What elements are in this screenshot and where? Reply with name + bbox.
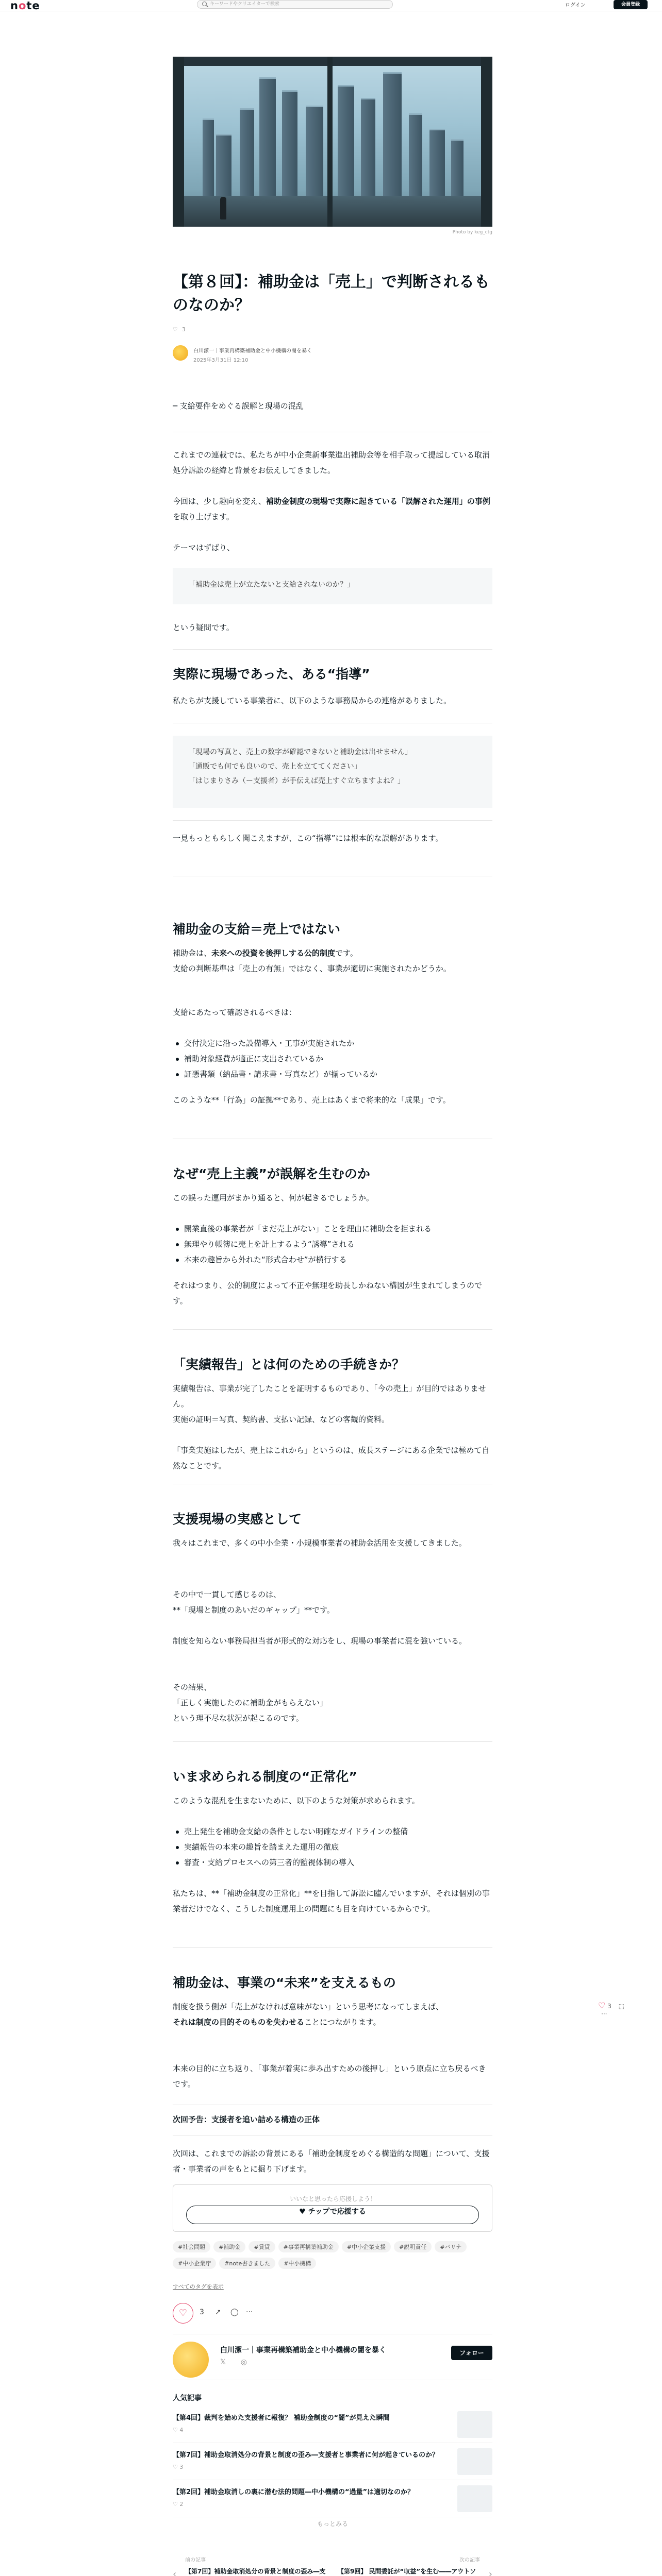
- top-header: [0, 0, 662, 11]
- register-button[interactable]: 会員登録: [614, 0, 648, 9]
- support-box: [173, 2184, 492, 2232]
- list-item: 補助対象経費が適正に支出されているか: [173, 1051, 492, 1066]
- share-icon[interactable]: ↗: [215, 2308, 221, 2316]
- paragraph: 実績報告は、事業が完了したことを証明するものであり、「今の売上」が目的ではありません。 実施の証明＝写真、契約書、支払い記録、などの客観的資料。: [173, 1384, 486, 1424]
- article-title: 【第８回】：補助金は「売上」で判断されるものなのか？: [173, 273, 490, 314]
- all-tags-link[interactable]: すべてのタグを表示: [173, 2283, 224, 2290]
- person-silhouette: [220, 197, 226, 219]
- paragraph: 私たちは、**「補助金制度の正常化」**を目指して訴訟に臨んでいますが、それは個別の事業者だけでなく、こうした制度運用上の問題にも目を向けているからです。: [173, 1889, 490, 1913]
- paragraph: 我々はこれまで、多くの中小企業・小規模事業者の補助金活用を支援してきました。: [173, 1538, 467, 1548]
- paragraph: という疑問です。: [173, 623, 234, 632]
- paragraph: 一見もっともらしく聞こえますが、この“指導”には根本的な誤解があります。: [173, 834, 443, 843]
- search-icon: [202, 2, 207, 6]
- paragraph: 今回は、少し趣向を変え、補助金制度の現場で実際に起きている「誤解された運用」の事例を取り上げます。: [173, 497, 490, 521]
- paragraph: 支給にあたって確認されるべきは：: [173, 1008, 297, 1017]
- tag[interactable]: #賃貸: [249, 2241, 275, 2252]
- bullet-list: [173, 1824, 492, 1870]
- paragraph: その結果、 「正しく実施したのに補助金がもらえない」 という理不尽な状況が起こるのです。: [173, 1683, 328, 1723]
- chevron-left-icon: ‹: [173, 2569, 177, 2576]
- follow-button[interactable]: フォロー: [451, 2346, 492, 2360]
- note-logo[interactable]: note: [10, 0, 40, 12]
- login-link[interactable]: ログイン: [565, 3, 586, 8]
- list-item: 開業直後の事業者が「まだ売上がない」ことを理由に補助金を拒まれる: [173, 1221, 492, 1236]
- author-avatar[interactable]: [173, 345, 188, 361]
- heart-icon[interactable]: ♡: [598, 2001, 606, 2010]
- author-name[interactable]: 白川潔一｜事業再構築補助金と中小機構の闇を暴く: [193, 348, 312, 354]
- tag[interactable]: #バリナ: [435, 2241, 467, 2252]
- more-icon[interactable]: ···: [246, 2308, 253, 2316]
- thumbnail: [457, 2448, 492, 2475]
- popular-heading: 人気記事: [173, 2394, 202, 2402]
- popular-articles: [173, 2391, 492, 2517]
- paragraph: このような混乱を生まないために、以下のような対策が求められます。: [173, 1796, 420, 1805]
- section-heading: 補助金は、事業の“未来”を支えるもの: [173, 1975, 396, 1990]
- list-item: 本来の趣旨から外れた“形式合わせ”が横行する: [173, 1252, 492, 1267]
- next-article[interactable]: › 次の記事 【第9回】 民間委託が“収益”を生む――アウトソ: [338, 2555, 492, 2576]
- list-item: 売上発生を補助金支給の条件としない明確なガイドラインの整備: [173, 1824, 492, 1839]
- more-icon[interactable]: ···: [601, 2010, 607, 2018]
- tag[interactable]: #社会問題: [173, 2241, 210, 2252]
- tag[interactable]: #中小機構: [278, 2258, 316, 2269]
- search-input[interactable]: キーワードやクリエイターで検索: [197, 0, 393, 9]
- list-item[interactable]: 【第7回】補助金取消処分の背景と制度の歪み―支援者と事業者に何が起きているのか？ ♡ 3: [173, 2443, 492, 2480]
- section-heading: 実際に現場であった、ある“指導”: [173, 667, 370, 682]
- publish-date: 2025年3月31日 12:10: [193, 358, 249, 363]
- list-item[interactable]: 【第2回】補助金取消しの裏に潜む法的問題―中小機構の“過量”は適切なのか？ ♡ 2: [173, 2480, 492, 2517]
- paragraph: 私たちが支援している事業者に、以下のような事務局からの連絡がありました。: [173, 696, 452, 705]
- like-button[interactable]: ♡: [173, 2303, 193, 2324]
- paragraph: 制度を扱う側が「売上がなければ意味がない」という思考になってしまえば、 それは制度の目的そのものを失わせることにつながります。: [173, 2002, 444, 2027]
- chevron-right-icon: ›: [488, 2569, 492, 2576]
- list-item: 無理やり帳簿に売上を計上するよう“誘導”される: [173, 1236, 492, 1252]
- tag[interactable]: #説明責任: [394, 2241, 432, 2252]
- article-nav: [173, 2555, 492, 2576]
- thumbnail: [457, 2485, 492, 2512]
- like-count[interactable]: ♡ 3: [173, 326, 186, 333]
- thumbnail: [457, 2411, 492, 2438]
- like-count: 3: [200, 2308, 204, 2316]
- section-heading: 支援現場の実感として: [173, 1512, 302, 1527]
- paragraph: その中で一貫して感じるのは、 **「現場と制度のあいだのギャップ」**です。: [173, 1590, 335, 1615]
- list-item: 交付決定に沿った設備導入・工事が実施されたか: [173, 1036, 492, 1051]
- tag[interactable]: #補助金: [213, 2241, 245, 2252]
- support-caption: いいなと思ったら応援しよう！: [289, 2195, 376, 2202]
- like-count: ♡ 4: [173, 2427, 184, 2433]
- tip-icon: ♥: [299, 2208, 308, 2216]
- section-heading: 補助金の支給＝売上ではない: [173, 922, 341, 937]
- share-icon[interactable]: ⬚: [618, 2003, 624, 2010]
- list-item: 実績報告の本来の趣旨を踏まえた運用の徹底: [173, 1839, 492, 1855]
- paragraph: この誤った運用がまかり通ると、何が起きるでしょうか。: [173, 1193, 374, 1202]
- like-count: ♡ 2: [173, 2501, 184, 2507]
- like-count: ♡ 3: [173, 2464, 184, 2470]
- tag[interactable]: #中小企業支援: [342, 2241, 391, 2252]
- section-heading: いま求められる制度の“正常化”: [173, 1769, 357, 1784]
- paragraph: これまでの連載では、私たちが中小企業新事業進出補助金等を相手取って提起している取消処分訴訟の経緯と背景をお伝えしてきました。: [173, 450, 490, 475]
- list-item[interactable]: 【第4回】裁判を始めた支援者に報復？ 補助金制度の“闇”が見えた瞬間 ♡ 4: [173, 2406, 492, 2443]
- social-icons[interactable]: 𝕏 ◎: [220, 2358, 253, 2366]
- action-bar: [173, 2303, 492, 2324]
- section-heading: 「実績報告」とは何のための手続きか？: [173, 1357, 405, 1372]
- photo-credit: Photo by keg_ctg: [452, 230, 492, 235]
- quote-block: 「補助金は売上が立たないと支給されないのか？」: [173, 568, 492, 604]
- paragraph: それはつまり、公的制度によって不正や無理を助長しかねない構図が生まれてしまうのです。: [173, 1281, 483, 1306]
- floating-actions: ♡ 3 ⬚ ···: [598, 2001, 624, 2018]
- creator-card: [173, 2334, 492, 2380]
- paragraph: 補助金は、未来への投資を後押しする公的制度です。 支給の判断基準は「売上の有無」ではなく、事業が適切に実施されたかどうか。: [173, 948, 451, 973]
- hero-image: [173, 57, 492, 227]
- paragraph: 制度を知らない事務局担当者が形式的な対応をし、現場の事業者に混を強いている。: [173, 1636, 467, 1646]
- tip-button[interactable]: ♥ チップで応援する: [186, 2206, 479, 2224]
- list-item: 証憑書類（納品書・請求書・写真など）が揃っているか: [173, 1066, 492, 1082]
- bullet-list: [173, 1221, 492, 1267]
- heart-icon: ♡: [173, 326, 178, 333]
- creator-avatar[interactable]: [173, 2342, 209, 2378]
- section-heading: なぜ“売上主義”が誤解を生むのか: [173, 1166, 370, 1181]
- tag-list: [173, 2241, 492, 2274]
- prev-article[interactable]: ‹ 前の記事 【第7回】補助金取消処分の背景と制度の歪み―支: [173, 2555, 327, 2576]
- more-link[interactable]: もっとみる: [317, 2520, 348, 2528]
- paragraph: テーマはずばり、: [173, 543, 235, 552]
- tag[interactable]: #事業再構築補助金: [278, 2241, 339, 2252]
- paragraph: このような**「行為」の証拠**であり、売上はあくまで将来的な「成果」です。: [173, 1095, 451, 1105]
- lead-text: ─ 支給要件をめぐる誤解と現場の混乱: [173, 401, 304, 411]
- bullet-list: [173, 1036, 492, 1082]
- quote-block: 「現場の写真と、売上の数字が確認できないと補助金は出せません」 「通販でも何でも良いので、売上を立ててください」 「はじまりさみ（ー支援者）が手伝えば売上すぐ立ちますよね？」: [173, 736, 492, 808]
- paragraph: 本来の目的に立ち返り、「事業が着実に歩み出すための後押し」という原点に立ち戻るべきです。: [173, 2064, 486, 2089]
- tag[interactable]: #note書きました: [219, 2258, 275, 2269]
- creator-name[interactable]: 白川潔一｜事業再構築補助金と中小機構の闇を暴く: [220, 2346, 386, 2354]
- paragraph: 「事業実施はしたが、売上はこれから」というのは、成長ステージにある企業では極めて自然なことです。: [173, 1446, 490, 1470]
- tag[interactable]: #中小企業庁: [173, 2258, 216, 2269]
- next-preview: 次回予告：支援者を追い詰める構造の正体: [173, 2115, 320, 2124]
- list-item: 審査・支給プロセスへの第三者的監視体制の導入: [173, 1855, 492, 1870]
- author-info[interactable]: [173, 344, 492, 365]
- comment-icon[interactable]: ◯: [230, 2308, 239, 2316]
- paragraph: 次回は、これまでの訴訟の背景にある「補助金制度をめぐる構造的な問題」について、支援者・事業者の声をもとに掘り下げます。: [173, 2149, 490, 2174]
